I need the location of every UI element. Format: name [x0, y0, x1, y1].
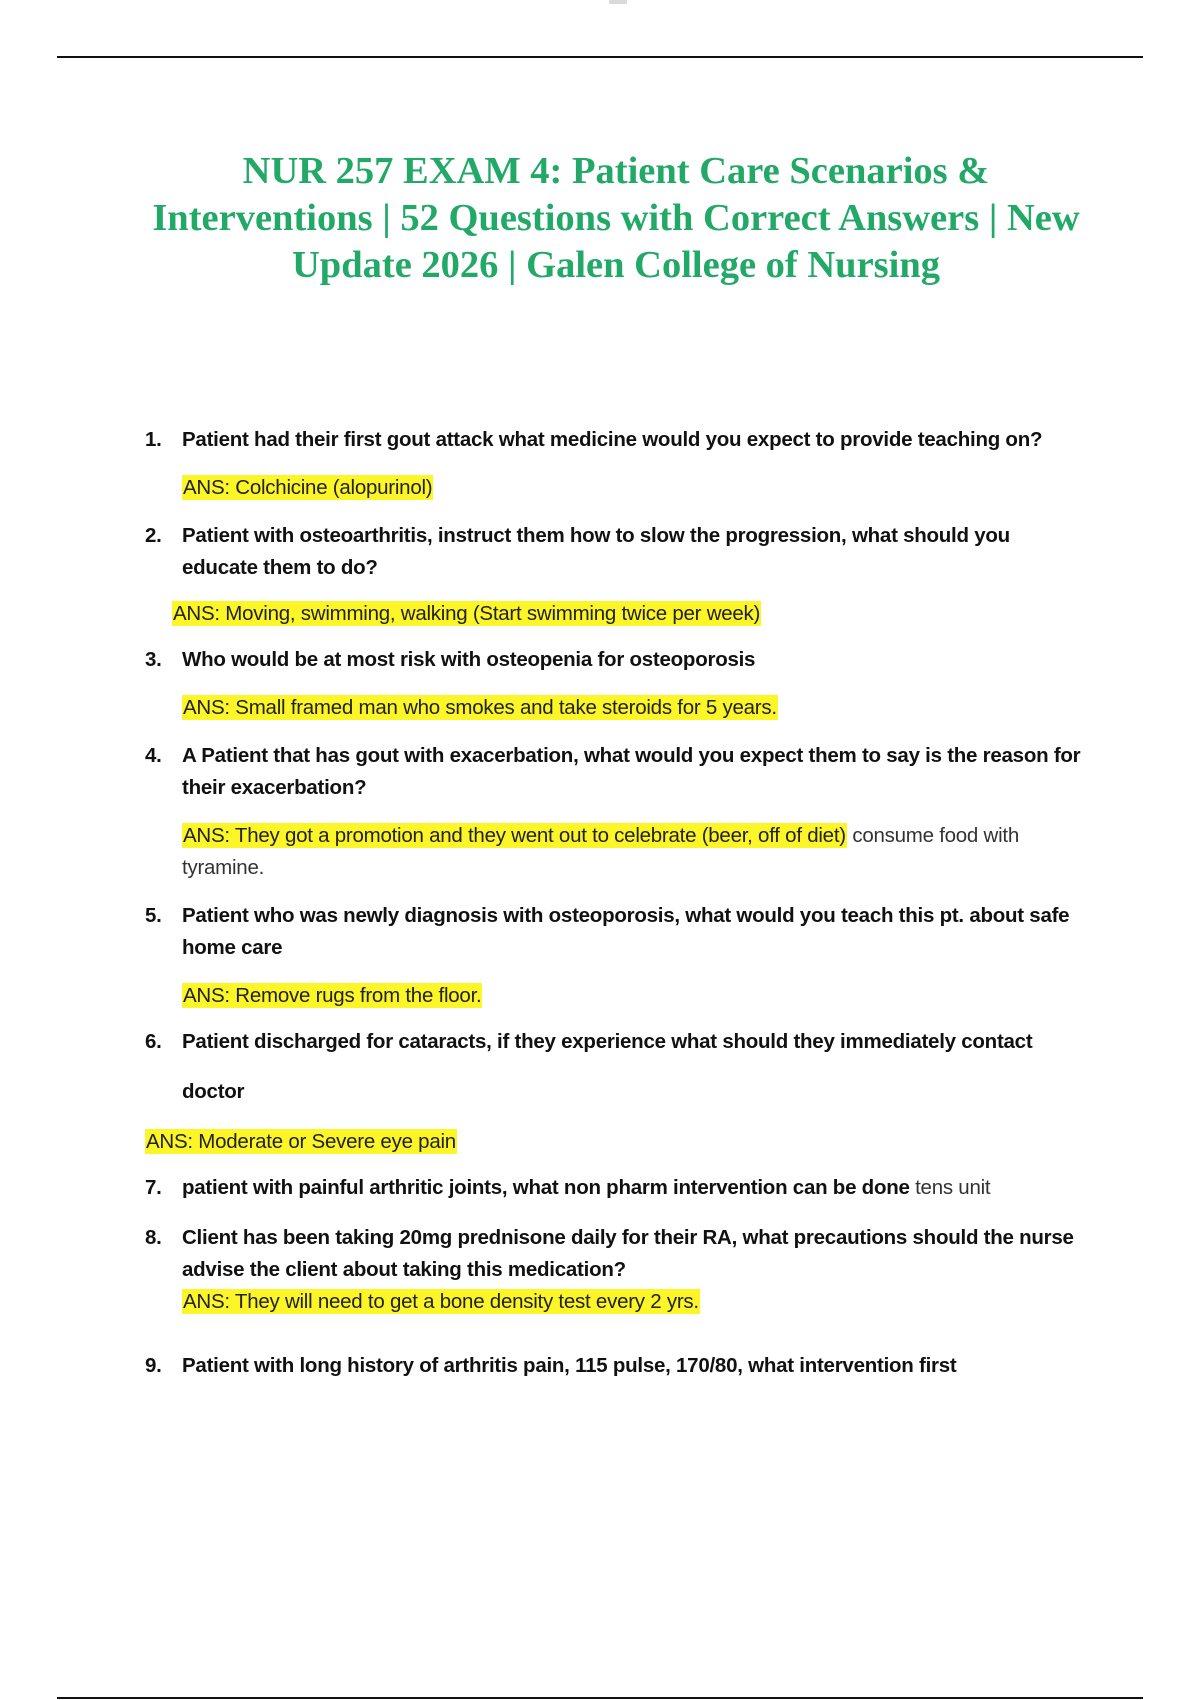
question-number: 2. — [145, 524, 162, 547]
question-text: Patient with long history of arthritis pain, 115 pulse, 170/80, what intervention first — [182, 1354, 957, 1377]
question-item-continued — [145, 1076, 1082, 1108]
question-text: Who would be at most risk with osteopenia for osteoporosis — [182, 648, 756, 671]
footer-rule — [57, 1697, 1143, 1699]
answer-highlight: ANS: They got a promotion and they went out to celebrate (beer, off of diet) — [183, 824, 846, 847]
question-number: 3. — [145, 648, 162, 671]
question-text: Patient had their first gout attack what medicine would you expect to provide teaching on? — [182, 428, 1043, 451]
document-title: NUR 257 EXAM 4: Patient Care Scenarios & Interventions | 52 Questions with Correct Answers | New Update 2026 | Galen College of Nursing — [152, 150, 1080, 286]
question-text-continued: doctor — [182, 1080, 245, 1103]
answer-highlight: ANS: Colchicine (alopurinol) — [183, 476, 433, 499]
question-item — [145, 520, 1082, 584]
question-list — [0, 424, 1200, 1382]
answer-highlight: ANS: Remove rugs from the floor. — [183, 984, 482, 1007]
question-number: 7. — [145, 1176, 162, 1199]
answer-row — [145, 692, 1082, 724]
question-number: 1. — [145, 428, 162, 451]
question-item — [145, 1222, 1082, 1286]
question-text: patient with painful arthritic joints, what non pharm intervention can be done — [182, 1176, 910, 1199]
question-text: Patient discharged for cataracts, if they experience what should they immediately contact — [182, 1030, 1033, 1053]
question-number: 8. — [145, 1226, 162, 1249]
question-text: A Patient that has gout with exacerbation, what would you expect them to say is the reason for their exacerbation? — [182, 744, 1081, 799]
question-number: 9. — [145, 1354, 162, 1377]
question-text: Client has been taking 20mg prednisone daily for their RA, what precautions should the nurse advise the client about taking this medication? — [182, 1226, 1074, 1281]
answer-highlight: ANS: Moving, swimming, walking (Start swimming twice per week) — [173, 602, 761, 625]
answer-row — [145, 1126, 1045, 1158]
answer-row — [145, 980, 1082, 1012]
inline-answer: tens unit — [915, 1176, 991, 1199]
header-rule — [57, 56, 1143, 58]
question-item — [145, 1350, 1082, 1382]
question-item — [145, 1172, 1082, 1204]
question-number: 5. — [145, 904, 162, 927]
question-item — [145, 900, 1082, 964]
question-item — [145, 740, 1082, 804]
answer-highlight: ANS: They will need to get a bone density test every 2 yrs. — [183, 1290, 699, 1313]
question-number: 4. — [145, 744, 162, 767]
answer-note: consume food with tyramine. — [182, 824, 1019, 879]
question-item — [145, 424, 1082, 456]
answer-row — [135, 598, 1072, 630]
answer-highlight: ANS: Small framed man who smokes and take steroids for 5 years. — [183, 696, 777, 719]
answer-row — [145, 820, 1082, 884]
page-top-marker — [609, 0, 627, 4]
question-item — [145, 1026, 1082, 1058]
question-item — [145, 644, 1082, 676]
answer-row — [145, 1286, 1082, 1318]
question-number: 6. — [145, 1030, 162, 1053]
answer-row — [145, 472, 1082, 504]
answer-highlight: ANS: Moderate or Severe eye pain — [146, 1130, 456, 1153]
question-text: Patient who was newly diagnosis with osteoporosis, what would you teach this pt. about safe home care — [182, 904, 1070, 959]
question-text: Patient with osteoarthritis, instruct them how to slow the progression, what should you educate them to do? — [182, 524, 1010, 579]
